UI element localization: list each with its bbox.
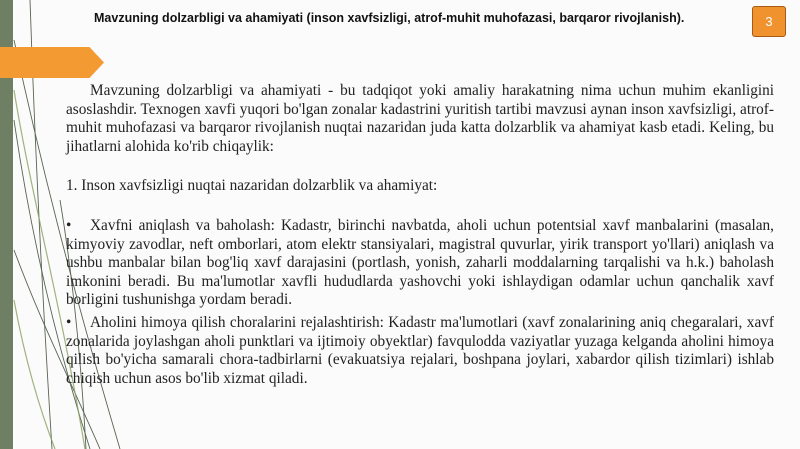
bullet-text: Aholini himoya qilish choralarini rejalashtirish: Kadastr ma'lumotlari (xavf zonalarining aniq chegaralari, xavf zonalarida joylashgan aholi punktlari va ijtimoiy obyektlar) favqulodda vaziyatlar yuzaga kelganda aholini himoya qilish bo'yicha samarali chora-tadbirlarni (evakuatsiya rejalari, boshpana joylari, xabardor qilish tizimlari) ishlab chiqish uchun asos bo'lib xizmat qiladi. [66,313,774,387]
bullet-item [66,314,774,388]
intro-paragraph: Mavzuning dolzarbligi va ahamiyati - bu tadqiqot yoki amaliy harakatning nima uchun muhim ekanligini asoslashdir. Texnogen xavfi yuqori bo'lgan zonalar kadastrini yuritish tartibi mavzusi aynan inson xavfsizligi, atrof-muhit muhofazasi va barqaror rivojlanish nuqtai nazaridan juda katta dolzarblik va ahamiyat kasb etadi. Keling, bu jihatlarni alohida ko'rib chiqaylik: [66,82,774,155]
bullet-item [66,217,774,310]
slide-body [66,82,774,388]
slide-title: Mavzuning dolzarbligi va ahamiyati (inson xavfsizligi, atrof-muhit muhofazasi, barqaror rivojlanish). [94,11,685,25]
bullet-marker: • [66,216,72,234]
slide-number-badge: 3 [752,6,786,37]
bullet-text: Xavfni aniqlash va baholash: Kadastr, birinchi navbatda, aholi uchun potentsial xavf manbalarini (masalan, kimyoviy zavodlar, neft omborlari, atom elektr stansiyalari, magistral quvurlar, yirik transport yo'llari) aniqlash va ushbu manbalar bilan bog'liq xavf darajasini (portlash, yonish, zaharli moddalarning tarqalishi va h.k.) baholash imkonini beradi. Bu ma'lumotlar xavfli hududlarda yashovchi yoki ishlaydigan odamlar uchun qanchalik xavf borligini tushunishga yordam beradi. [66,216,774,309]
section-heading: 1. Inson xavfsizligi nuqtai nazaridan dolzarblik va ahamiyat: [66,177,438,195]
orange-arrow-tab [0,47,104,78]
bullet-marker: • [66,313,72,331]
